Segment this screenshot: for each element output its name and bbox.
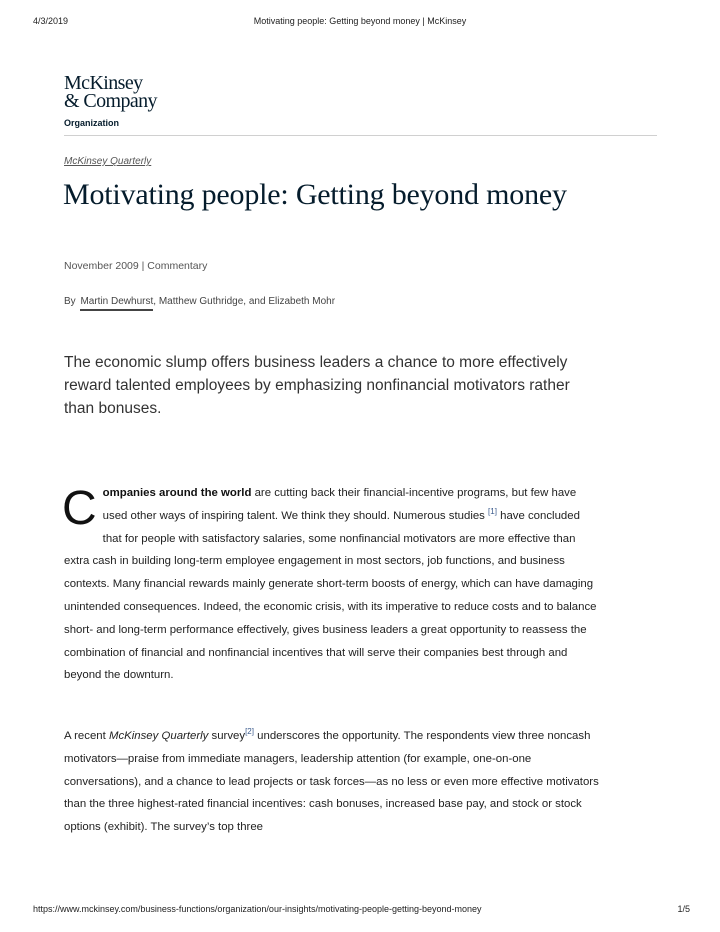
- header-divider: [64, 135, 657, 136]
- print-page-title: Motivating people: Getting beyond money | McKinsey: [253, 16, 467, 26]
- paragraph-text: survey: [208, 730, 246, 742]
- drop-cap: C: [62, 482, 97, 535]
- section-label[interactable]: Organization: [64, 118, 120, 128]
- body-paragraph-1: [64, 482, 599, 687]
- author-link[interactable]: Martin Dewhurst: [80, 296, 153, 311]
- logo-line-1: McKinsey: [64, 72, 143, 94]
- print-page-number: 1/5: [677, 904, 690, 914]
- paragraph-text: A recent: [64, 730, 109, 742]
- print-date: 4/3/2019: [33, 16, 69, 26]
- logo-line-2: & Company: [64, 90, 157, 112]
- byline-prefix: By: [64, 296, 76, 307]
- paragraph-text: are cutting back their financial-incentive programs, but few have used other ways of inspiring talent. We think they should. Numerous studies: [102, 487, 577, 522]
- article-lede: The economic slump offers business leaders a chance to more effectively reward talented employees by emphasizing nonfinancial motivators rather than bonuses.: [64, 354, 570, 417]
- lead-in: ompanies around the world: [102, 487, 252, 499]
- footnote-ref-1[interactable]: [1]: [488, 507, 497, 516]
- paragraph-text: underscores the opportunity. The respondents view three noncash motivators—praise from immediate managers, leadership attention (for example, one-on-one conversations), and a chance to lead projects or task forces—as no less or even more effective motivators than the three highest-rated financial incentives: cash bonuses, increased base pay, and stock or stock options (exhibit). The survey’s top three: [64, 730, 599, 834]
- mckinsey-logo[interactable]: [64, 74, 157, 110]
- print-url: https://www.mckinsey.com/business-functions/organization/our-insights/motivating-people-getting-beyond-money: [33, 904, 482, 914]
- article-byline: [64, 296, 335, 311]
- kicker-link[interactable]: McKinsey Quarterly: [64, 156, 152, 167]
- byline-rest: , Matthew Guthridge, and Elizabeth Mohr: [153, 296, 336, 307]
- article-dateline: November 2009 | Commentary: [64, 260, 208, 272]
- body-paragraph-2: [64, 725, 599, 839]
- publication-name: McKinsey Quarterly: [108, 730, 209, 742]
- footnote-ref-2[interactable]: [2]: [245, 727, 254, 737]
- paragraph-text: have concluded that for people with satisfactory salaries, some nonfinancial motivators are more effective than extra cash in building long-term employee engagement in most sectors, job functions, and business contexts. Many financial rewards mainly generate short-term boosts of energy, which can have damaging unintended consequences. Indeed, the economic crisis, with its imperative to reduce costs and to balance short- and long-term performance effectively, gives business leaders a great opportunity to reassess the combination of financial and nonfinancial incentives that will serve their companies best through and beyond the downturn.: [64, 509, 597, 682]
- article-headline: Motivating people: Getting beyond money: [63, 178, 567, 211]
